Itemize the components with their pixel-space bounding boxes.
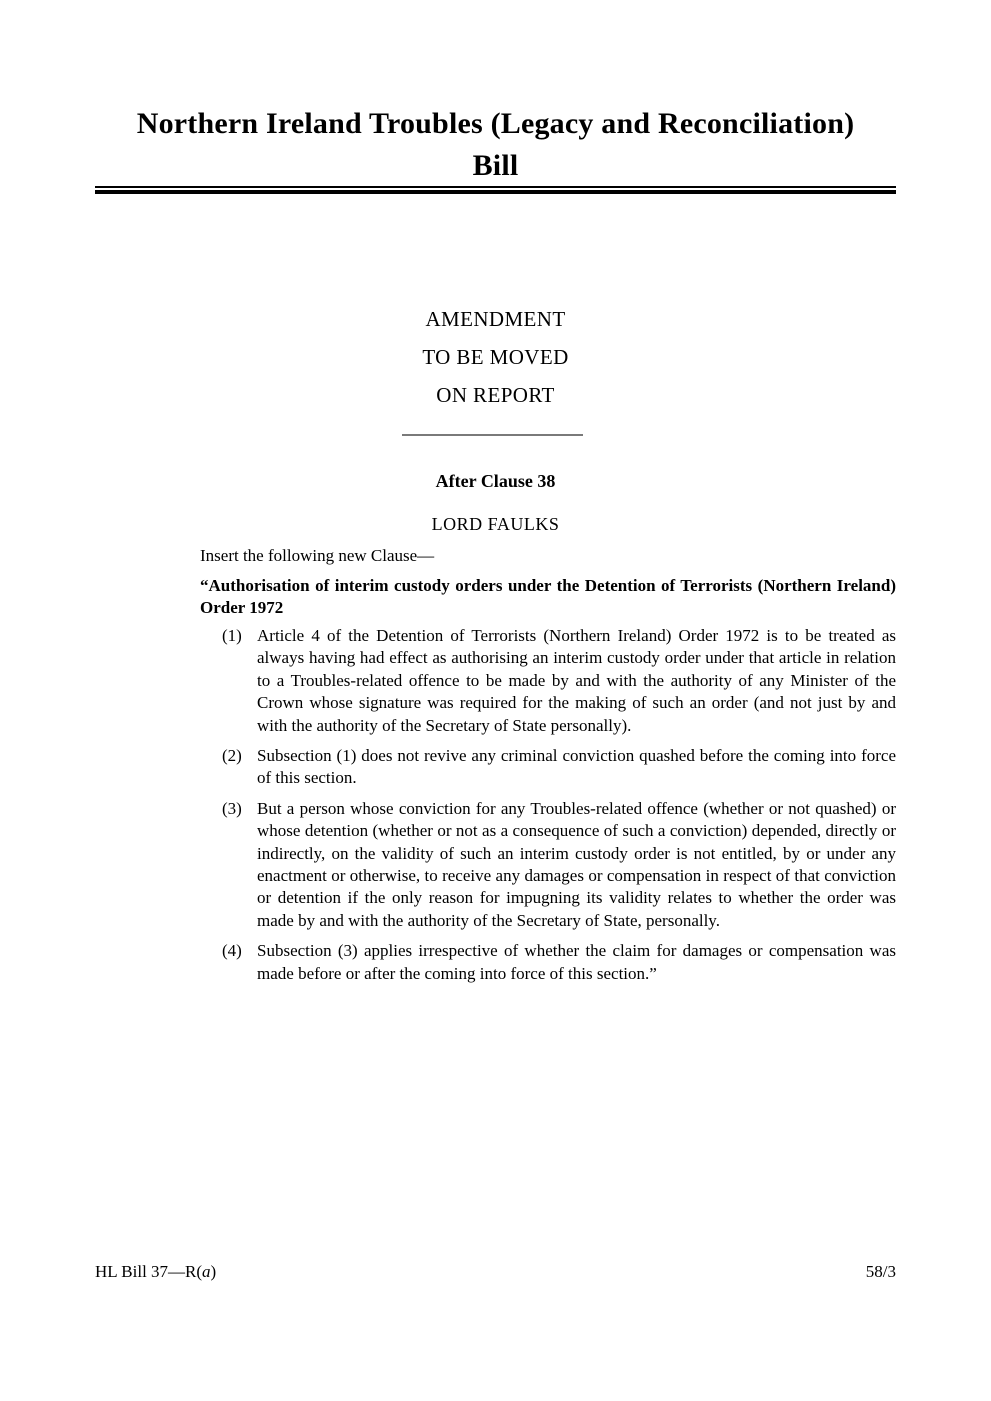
separator-rule <box>402 434 583 436</box>
notice-line-amendment: AMENDMENT <box>425 307 566 331</box>
bill-reference-prefix: HL Bill 37—R( <box>95 1262 203 1281</box>
notice-line-to-be-moved: TO BE MOVED <box>422 345 569 369</box>
subsection-3-text: But a person whose conviction for any Troubles-related offence (whether or not quashed) or whose detention (whether or not as a consequence of such a conviction) depended, directly or indirectly, on the validity of such an interim custody order is not entitled, by or under any enactment or otherwise, to receive any damages or compensation in respect of that conviction or detention if the only reason for impugning its validity relates to whether the order was made by and with the authority of the Secretary of State, personally. <box>257 798 896 930</box>
subsection-2-number: (2) <box>222 746 242 766</box>
new-clause-heading: “Authorisation of interim custody orders under the Detention of Terrorists (Northern Ireland) Order 1972 <box>200 576 896 618</box>
subsection-1-text: Article 4 of the Detention of Terrorists (Northern Ireland) Order 1972 is to be treated as always having had effect as authorising an interim custody order under that article in relation to a Troubles-related offence to be made by and with the authority of any Minister of the Crown whose signature was required for the making of such an order (and not just by and with the authority of the Secretary of State personally). <box>257 626 896 735</box>
amendment-notice <box>95 300 896 414</box>
subsection-4-text: Subsection (3) applies irrespective of whether the claim for damages or compensation was made before or after the coming into force of this section.” <box>257 941 896 983</box>
subsection-4 <box>222 940 896 985</box>
subsection-1-number: (1) <box>222 626 242 645</box>
bill-title-line-2: Bill <box>472 149 519 182</box>
subsection-2-text: Subsection (1) does not revive any criminal conviction quashed before the coming into force of this section. <box>257 746 896 788</box>
notice-line-on-report: ON REPORT <box>436 383 555 407</box>
bill-title-line-1: Northern Ireland Troubles (Legacy and Reconciliation) <box>136 107 855 140</box>
bill-reference-suffix: ) <box>210 1262 217 1281</box>
bill-title <box>95 103 896 187</box>
subsection-3-number: (3) <box>222 798 242 818</box>
subsection-4-number: (4) <box>222 941 242 961</box>
bill-reference <box>95 1262 216 1282</box>
subsection-3 <box>222 798 896 932</box>
subsection-1 <box>222 625 896 737</box>
subsection-2 <box>222 745 896 790</box>
amendment-instruction: Insert the following new Clause— <box>200 546 435 565</box>
print-reference: 58/3 <box>865 1262 896 1281</box>
title-double-rule <box>95 186 896 194</box>
page-footer <box>95 1262 896 1282</box>
mover-name: LORD FAULKS <box>431 514 560 534</box>
bill-reference-italic: a <box>202 1262 211 1281</box>
new-clause-subsections <box>222 625 896 993</box>
marshal-heading: After Clause 38 <box>435 471 556 491</box>
